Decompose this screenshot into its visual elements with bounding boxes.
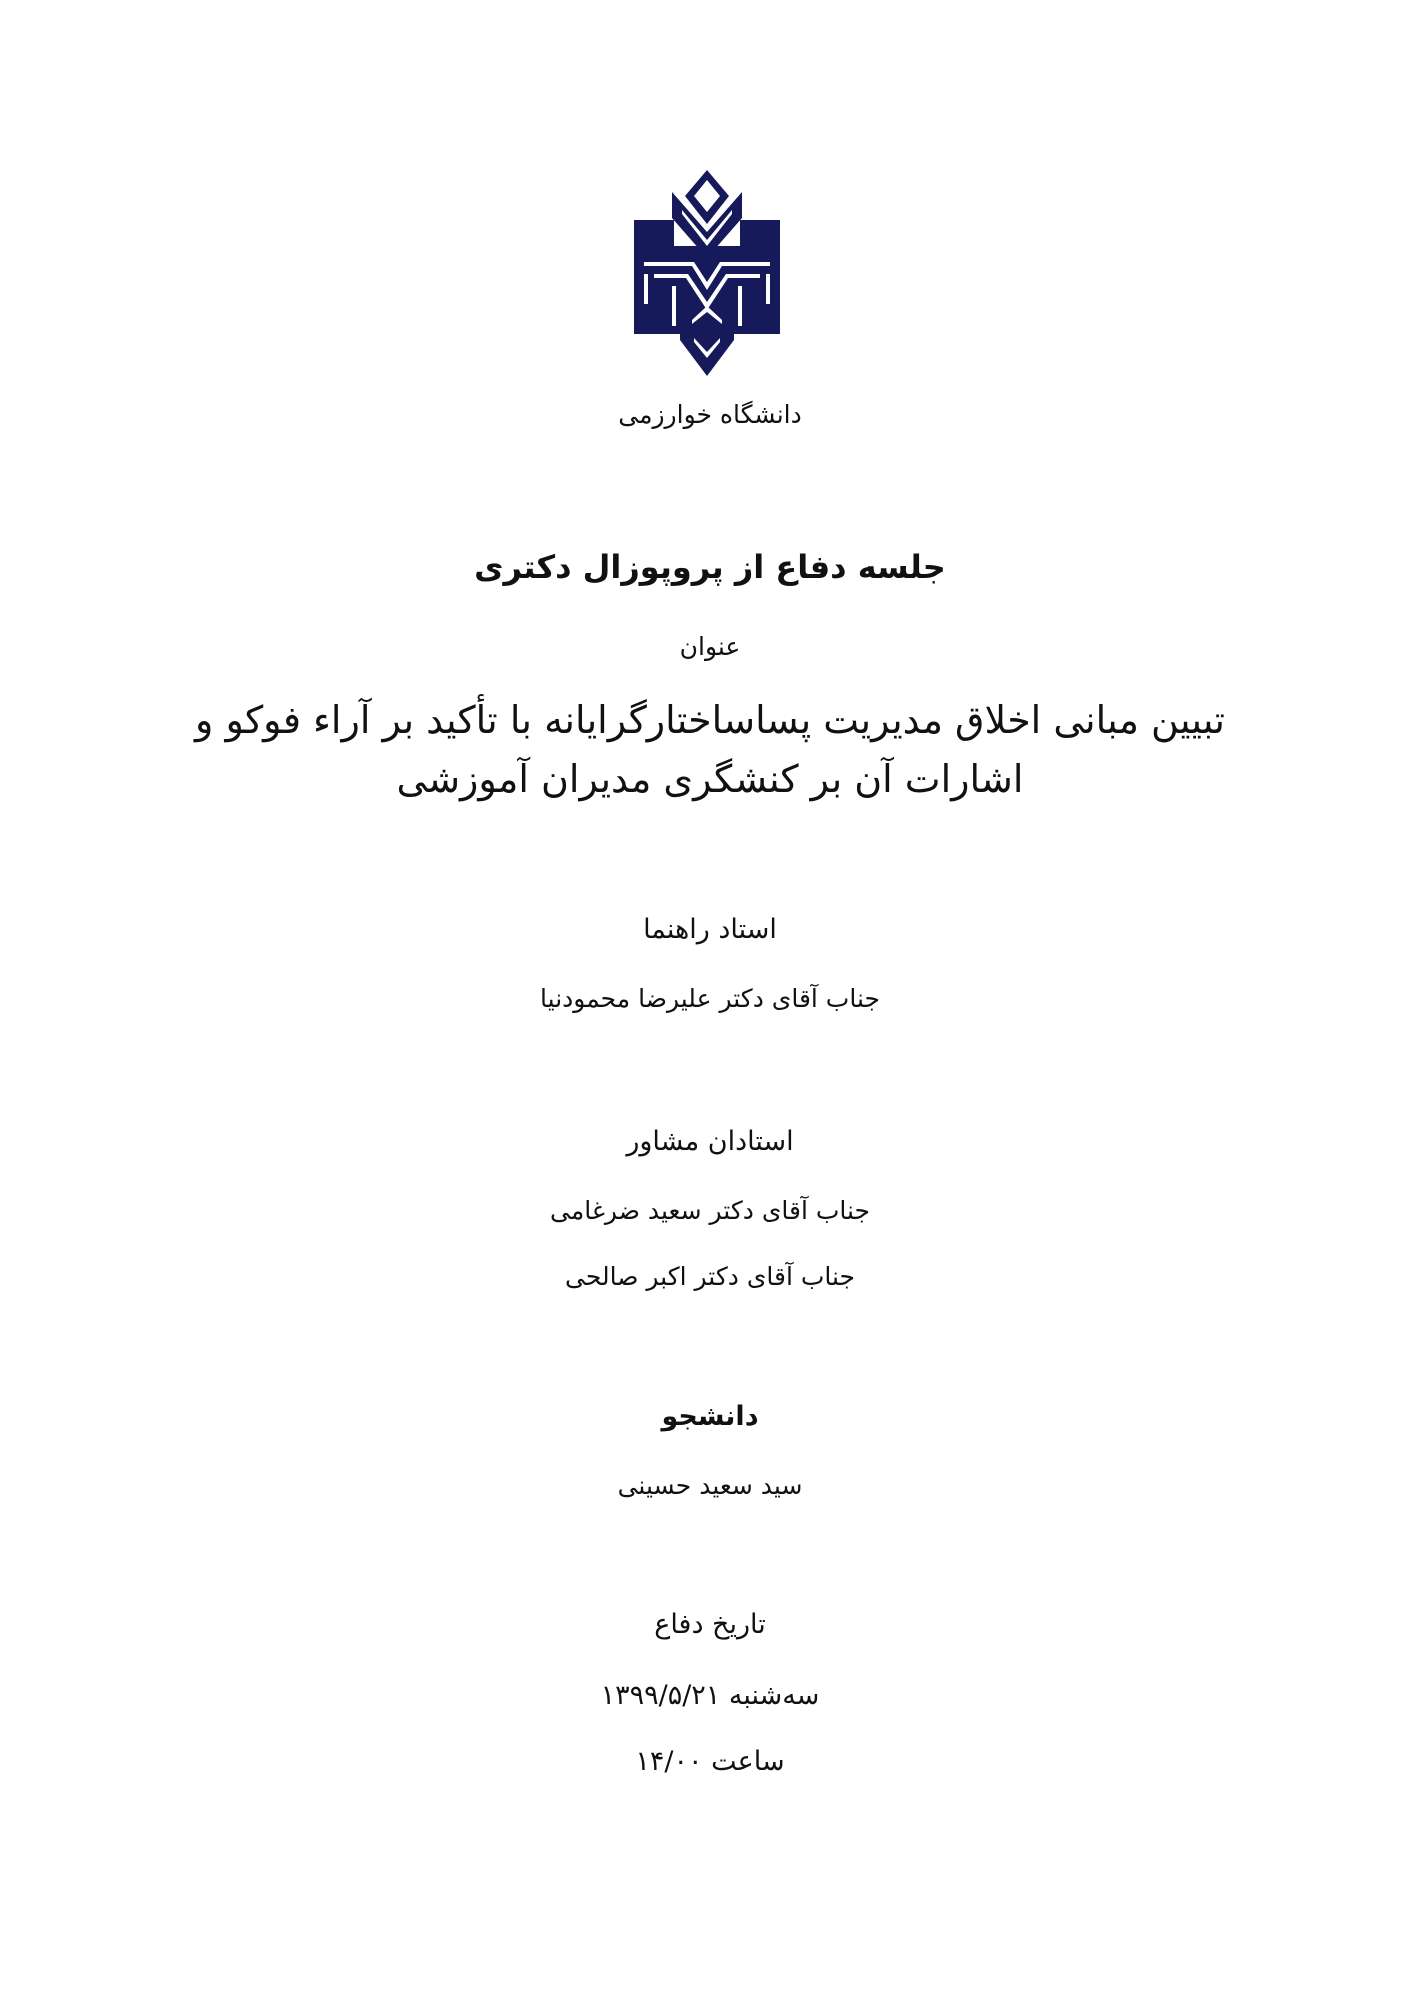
session-title: جلسه دفاع از پروپوزال دکتری (474, 548, 946, 586)
advisor-name-2: جناب آقای دکتر اکبر صالحی (564, 1262, 855, 1291)
supervisor-name: جناب آقای دکتر علیرضا محمودنیا (540, 984, 880, 1013)
supervisor-label: استاد راهنما (643, 914, 777, 945)
defense-time: ساعت ۱۴/۰۰ (635, 1746, 785, 1777)
title-label: عنوان (679, 632, 741, 661)
defense-date-label: تاریخ دفاع (654, 1609, 766, 1640)
defense-date: سه‌شنبه ۱۳۹۹/۵/۲۱ (600, 1680, 820, 1711)
thesis-title-line-2: اشارات آن بر کنشگری مدیران آموزشی (396, 757, 1024, 801)
thesis-title-line-1: تبیین مبانی اخلاق مدیریت پساساختارگرایانه با تأکید بر آراء فوکو و (195, 698, 1225, 742)
advisors-label: استادان مشاور (626, 1126, 794, 1157)
university-name: دانشگاه خوارزمی (618, 400, 802, 429)
university-logo (632, 170, 782, 376)
student-name: سید سعید حسینی (617, 1471, 803, 1500)
student-label: دانشجو (661, 1401, 759, 1432)
advisor-name-1: جناب آقای دکتر سعید ضرغامی (549, 1196, 870, 1225)
